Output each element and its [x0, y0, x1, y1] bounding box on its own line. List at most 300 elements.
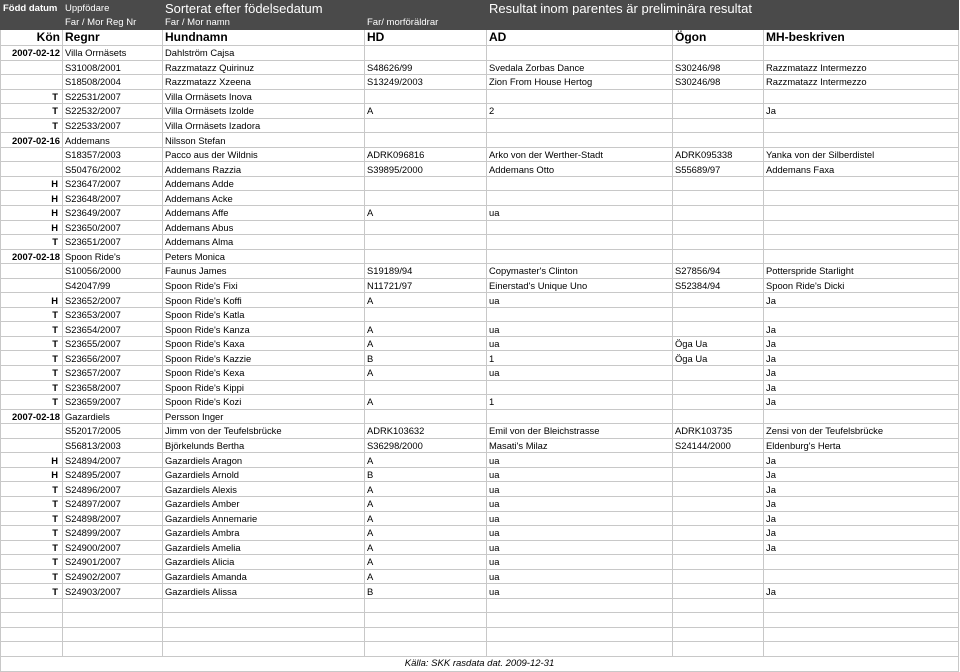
cell-mh: Ja — [764, 351, 959, 366]
cell-eyes — [673, 380, 764, 395]
cell-mh — [764, 598, 959, 613]
cell-ad: Copymaster's Clinton — [487, 264, 673, 279]
header-mh: MH-beskriven — [764, 30, 959, 46]
cell-regnr: S22531/2007 — [63, 89, 163, 104]
cell-sex-or-date: T — [1, 511, 63, 526]
cell-regnr: S18357/2003 — [63, 147, 163, 162]
cell-ad: ua — [487, 293, 673, 308]
cell-mh: Ja — [764, 380, 959, 395]
cell-hd: A — [365, 555, 487, 570]
cell-hd: B — [365, 351, 487, 366]
header-row-2 — [1, 16, 959, 30]
cell-ad — [487, 613, 673, 628]
cell-eyes — [673, 598, 764, 613]
cell-dog-name: Gazardiels Alicia — [163, 555, 365, 570]
cell-ad — [487, 249, 673, 264]
cell-hd: A — [365, 366, 487, 381]
cell-dog-name: Gazardiels Aragon — [163, 453, 365, 468]
cell-sex-or-date — [1, 278, 63, 293]
cell-dog-name: Peters Monica — [163, 249, 365, 264]
parent-row — [1, 264, 959, 279]
puppy-row — [1, 118, 959, 133]
cell-sex-or-date — [1, 627, 63, 642]
puppy-row — [1, 191, 959, 206]
cell-regnr: S31008/2001 — [63, 60, 163, 75]
litter-row — [1, 409, 959, 424]
cell-dog-name: Spoon Ride's Kippi — [163, 380, 365, 395]
cell-mh: Ja — [764, 322, 959, 337]
cell-eyes: S27856/94 — [673, 264, 764, 279]
cell-mh — [764, 569, 959, 584]
cell-eyes — [673, 395, 764, 410]
cell-mh: Ja — [764, 526, 959, 541]
puppy-row — [1, 220, 959, 235]
cell-sex-or-date: T — [1, 395, 63, 410]
cell-eyes: Öga Ua — [673, 336, 764, 351]
cell-ad: ua — [487, 366, 673, 381]
header-ad: AD — [487, 30, 673, 46]
cell-dog-name: Faunus James — [163, 264, 365, 279]
cell-dog-name: Villa Orrnäsets Inova — [163, 89, 365, 104]
puppy-row — [1, 235, 959, 250]
cell-sex-or-date — [1, 264, 63, 279]
cell-hd — [365, 627, 487, 642]
cell-ad — [487, 627, 673, 642]
cell-eyes — [673, 206, 764, 221]
cell-dog-name: Razzmatazz Quirinuz — [163, 60, 365, 75]
cell-regnr: S56813/2003 — [63, 438, 163, 453]
puppy-row — [1, 526, 959, 541]
header-sorted: Sorterat efter födelsedatum — [163, 1, 487, 16]
cell-dog-name: Dahlström Cajsa — [163, 46, 365, 61]
cell-regnr: S23647/2007 — [63, 176, 163, 191]
cell-mh: Ja — [764, 104, 959, 119]
cell-eyes — [673, 453, 764, 468]
header-sex: Kön — [1, 30, 63, 46]
puppy-row — [1, 206, 959, 221]
cell-sex-or-date — [1, 75, 63, 90]
cell-mh: Ja — [764, 395, 959, 410]
cell-dog-name: Björkelunds Bertha — [163, 438, 365, 453]
cell-ad — [487, 191, 673, 206]
cell-eyes — [673, 118, 764, 133]
cell-hd: A — [365, 336, 487, 351]
puppy-row — [1, 176, 959, 191]
cell-ad — [487, 642, 673, 657]
cell-ad: ua — [487, 540, 673, 555]
cell-ad: ua — [487, 336, 673, 351]
puppy-row — [1, 351, 959, 366]
parent-row — [1, 438, 959, 453]
cell-ad: 1 — [487, 351, 673, 366]
cell-ad: Einerstad's Unique Uno — [487, 278, 673, 293]
source-note: Källa: SKK rasdata dat. 2009-12-31 — [1, 656, 959, 671]
cell-ad: Masati's Milaz — [487, 438, 673, 453]
cell-hd: A — [365, 540, 487, 555]
cell-mh — [764, 89, 959, 104]
cell-eyes — [673, 220, 764, 235]
cell-eyes: S24144/2000 — [673, 438, 764, 453]
cell-sex-or-date: T — [1, 555, 63, 570]
cell-hd: A — [365, 395, 487, 410]
cell-dog-name: Villa Orrnäsets Izolde — [163, 104, 365, 119]
cell-sex-or-date: H — [1, 293, 63, 308]
cell-sex-or-date: T — [1, 307, 63, 322]
cell-sex-or-date: T — [1, 584, 63, 599]
cell-mh — [764, 46, 959, 61]
puppy-row — [1, 540, 959, 555]
cell-ad: ua — [487, 569, 673, 584]
cell-sex-or-date: T — [1, 322, 63, 337]
cell-eyes — [673, 322, 764, 337]
cell-ad: ua — [487, 496, 673, 511]
cell-dog-name: Razzmatazz Xzeena — [163, 75, 365, 90]
cell-eyes — [673, 555, 764, 570]
cell-hd: A — [365, 569, 487, 584]
cell-mh: Razzmatazz Intermezzo — [764, 75, 959, 90]
footer-row — [1, 656, 959, 671]
cell-mh — [764, 176, 959, 191]
cell-dog-name: Gazardiels Amelia — [163, 540, 365, 555]
cell-dog-name: Gazardiels Alissa — [163, 584, 365, 599]
cell-eyes — [673, 293, 764, 308]
cell-dog-name — [163, 627, 365, 642]
cell-mh — [764, 118, 959, 133]
cell-hd: A — [365, 526, 487, 541]
cell-regnr: S24902/2007 — [63, 569, 163, 584]
cell-dog-name: Spoon Ride's Kexa — [163, 366, 365, 381]
cell-eyes — [673, 642, 764, 657]
cell-eyes — [673, 104, 764, 119]
cell-regnr — [63, 627, 163, 642]
cell-mh: Ja — [764, 366, 959, 381]
cell-hd: A — [365, 496, 487, 511]
cell-ad: ua — [487, 511, 673, 526]
cell-mh: Ja — [764, 482, 959, 497]
cell-eyes — [673, 249, 764, 264]
header-breeder: Uppfödare — [63, 1, 163, 16]
cell-ad — [487, 176, 673, 191]
cell-ad — [487, 118, 673, 133]
cell-dog-name: Spoon Ride's Kazzie — [163, 351, 365, 366]
cell-dog-name — [163, 613, 365, 628]
cell-sex-or-date: T — [1, 526, 63, 541]
cell-eyes: S30246/98 — [673, 60, 764, 75]
cell-dog-name: Spoon Ride's Kaxa — [163, 336, 365, 351]
cell-regnr: S24894/2007 — [63, 453, 163, 468]
cell-ad — [487, 46, 673, 61]
header-born-date: Född datum — [1, 1, 63, 16]
puppy-row — [1, 322, 959, 337]
cell-sex-or-date: T — [1, 380, 63, 395]
cell-eyes — [673, 235, 764, 250]
cell-regnr: S18508/2004 — [63, 75, 163, 90]
cell-dog-name: Gazardiels Amanda — [163, 569, 365, 584]
cell-regnr: S23650/2007 — [63, 220, 163, 235]
cell-mh: Ja — [764, 467, 959, 482]
cell-sex-or-date: H — [1, 453, 63, 468]
litter-row — [1, 249, 959, 264]
cell-eyes — [673, 46, 764, 61]
cell-mh: Ja — [764, 293, 959, 308]
cell-hd — [365, 118, 487, 133]
header-hd: HD — [365, 30, 487, 46]
cell-ad — [487, 380, 673, 395]
cell-dog-name: Gazardiels Ambra — [163, 526, 365, 541]
cell-regnr: S24901/2007 — [63, 555, 163, 570]
table-body — [1, 46, 959, 657]
puppy-row — [1, 293, 959, 308]
cell-sex-or-date: 2007-02-18 — [1, 249, 63, 264]
cell-dog-name: Spoon Ride's Fixi — [163, 278, 365, 293]
cell-ad: Arko von der Werther-Stadt — [487, 147, 673, 162]
cell-hd — [365, 613, 487, 628]
cell-dog-name: Spoon Ride's Kanza — [163, 322, 365, 337]
cell-eyes: ADRK095338 — [673, 147, 764, 162]
cell-dog-name: Nilsson Stefan — [163, 133, 365, 148]
cell-ad: ua — [487, 467, 673, 482]
cell-dog-name: Spoon Ride's Kozi — [163, 395, 365, 410]
cell-hd: A — [365, 482, 487, 497]
cell-hd: B — [365, 467, 487, 482]
cell-regnr — [63, 613, 163, 628]
cell-dog-name: Persson Inger — [163, 409, 365, 424]
cell-ad — [487, 89, 673, 104]
cell-regnr: S24899/2007 — [63, 526, 163, 541]
cell-eyes — [673, 496, 764, 511]
cell-hd: ADRK096816 — [365, 147, 487, 162]
cell-regnr: S23651/2007 — [63, 235, 163, 250]
cell-ad — [487, 307, 673, 322]
cell-regnr: S23652/2007 — [63, 293, 163, 308]
cell-eyes — [673, 569, 764, 584]
cell-dog-name: Addemans Adde — [163, 176, 365, 191]
cell-eyes — [673, 409, 764, 424]
cell-sex-or-date: H — [1, 467, 63, 482]
cell-ad: 2 — [487, 104, 673, 119]
cell-dog-name: Addemans Alma — [163, 235, 365, 250]
cell-mh: Potterspride Starlight — [764, 264, 959, 279]
parent-row — [1, 278, 959, 293]
cell-mh — [764, 133, 959, 148]
cell-ad: Addemans Otto — [487, 162, 673, 177]
litter-row — [1, 133, 959, 148]
parent-row — [1, 60, 959, 75]
cell-regnr: S24900/2007 — [63, 540, 163, 555]
cell-hd — [365, 380, 487, 395]
cell-hd: A — [365, 104, 487, 119]
cell-hd: A — [365, 511, 487, 526]
cell-sex-or-date — [1, 642, 63, 657]
cell-ad: Emil von der Bleichstrasse — [487, 424, 673, 439]
cell-ad: 1 — [487, 395, 673, 410]
cell-ad: ua — [487, 206, 673, 221]
cell-regnr: S24896/2007 — [63, 482, 163, 497]
cell-regnr: S42047/99 — [63, 278, 163, 293]
cell-mh — [764, 249, 959, 264]
cell-mh: Ja — [764, 511, 959, 526]
cell-regnr: S10056/2000 — [63, 264, 163, 279]
cell-mh: Ja — [764, 540, 959, 555]
cell-sex-or-date: H — [1, 220, 63, 235]
puppy-row — [1, 569, 959, 584]
cell-mh — [764, 642, 959, 657]
cell-eyes — [673, 526, 764, 541]
cell-ad: ua — [487, 526, 673, 541]
header-grandparents: Far/ morföräldrar — [365, 16, 959, 30]
cell-sex-or-date: H — [1, 206, 63, 221]
cell-hd: S36298/2000 — [365, 438, 487, 453]
cell-eyes — [673, 467, 764, 482]
cell-mh: Addemans Faxa — [764, 162, 959, 177]
puppy-row — [1, 380, 959, 395]
cell-eyes: S52384/94 — [673, 278, 764, 293]
cell-regnr: S22533/2007 — [63, 118, 163, 133]
cell-hd: A — [365, 206, 487, 221]
litter-row — [1, 46, 959, 61]
cell-regnr: S50476/2002 — [63, 162, 163, 177]
cell-regnr — [63, 598, 163, 613]
cell-mh: Ja — [764, 584, 959, 599]
cell-mh: Ja — [764, 336, 959, 351]
cell-regnr: S52017/2005 — [63, 424, 163, 439]
cell-eyes — [673, 89, 764, 104]
cell-regnr: S23649/2007 — [63, 206, 163, 221]
header-results-note: Resultat inom parentes är preliminära resultat — [487, 1, 959, 16]
cell-eyes — [673, 511, 764, 526]
cell-mh: Eldenburg's Herta — [764, 438, 959, 453]
cell-mh — [764, 206, 959, 221]
cell-ad: ua — [487, 584, 673, 599]
cell-dog-name: Gazardiels Arnold — [163, 467, 365, 482]
header-parent-reg: Far / Mor Reg Nr — [63, 16, 163, 30]
cell-sex-or-date: H — [1, 191, 63, 206]
cell-mh — [764, 613, 959, 628]
puppy-row — [1, 555, 959, 570]
cell-mh — [764, 235, 959, 250]
cell-regnr: S23657/2007 — [63, 366, 163, 381]
cell-dog-name: Addemans Affe — [163, 206, 365, 221]
cell-dog-name — [163, 642, 365, 657]
puppy-row — [1, 482, 959, 497]
empty-row — [1, 598, 959, 613]
cell-mh — [764, 191, 959, 206]
cell-hd — [365, 598, 487, 613]
puppy-row — [1, 511, 959, 526]
parent-row — [1, 75, 959, 90]
cell-regnr: Villa Orrnäsets — [63, 46, 163, 61]
cell-dog-name: Villa Orrnäsets Izadora — [163, 118, 365, 133]
cell-sex-or-date — [1, 162, 63, 177]
cell-regnr: S22532/2007 — [63, 104, 163, 119]
cell-mh — [764, 220, 959, 235]
cell-ad — [487, 409, 673, 424]
cell-sex-or-date: T — [1, 482, 63, 497]
cell-hd — [365, 89, 487, 104]
cell-sex-or-date — [1, 598, 63, 613]
puppy-row — [1, 467, 959, 482]
cell-regnr: S23648/2007 — [63, 191, 163, 206]
cell-sex-or-date: 2007-02-18 — [1, 409, 63, 424]
puppy-row — [1, 89, 959, 104]
cell-ad: Svedala Zorbas Dance — [487, 60, 673, 75]
cell-hd — [365, 133, 487, 148]
puppy-row — [1, 366, 959, 381]
cell-eyes — [673, 584, 764, 599]
puppy-row — [1, 104, 959, 119]
header-parent-name: Far / Mor namn — [163, 16, 365, 30]
cell-mh — [764, 409, 959, 424]
cell-hd: S13249/2003 — [365, 75, 487, 90]
cell-ad: ua — [487, 322, 673, 337]
header-eyes: Ögon — [673, 30, 764, 46]
cell-dog-name: Spoon Ride's Katla — [163, 307, 365, 322]
cell-regnr: Gazardiels — [63, 409, 163, 424]
cell-hd: A — [365, 453, 487, 468]
cell-mh: Yanka von der Silberdistel — [764, 147, 959, 162]
cell-eyes: S55689/97 — [673, 162, 764, 177]
cell-regnr: S24903/2007 — [63, 584, 163, 599]
cell-regnr: S23656/2007 — [63, 351, 163, 366]
cell-eyes — [673, 482, 764, 497]
cell-sex-or-date — [1, 147, 63, 162]
cell-sex-or-date: T — [1, 569, 63, 584]
cell-mh — [764, 555, 959, 570]
cell-ad: ua — [487, 555, 673, 570]
empty-row — [1, 627, 959, 642]
cell-hd: N11721/97 — [365, 278, 487, 293]
cell-regnr: S24898/2007 — [63, 511, 163, 526]
cell-hd: S39895/2000 — [365, 162, 487, 177]
cell-sex-or-date — [1, 60, 63, 75]
cell-sex-or-date: T — [1, 104, 63, 119]
cell-regnr: S23654/2007 — [63, 322, 163, 337]
cell-regnr: S24895/2007 — [63, 467, 163, 482]
cell-mh: Spoon Ride's Dicki — [764, 278, 959, 293]
cell-regnr: S23653/2007 — [63, 307, 163, 322]
puppy-row — [1, 584, 959, 599]
cell-hd — [365, 220, 487, 235]
cell-eyes: Öga Ua — [673, 351, 764, 366]
cell-ad — [487, 220, 673, 235]
cell-hd: A — [365, 293, 487, 308]
cell-sex-or-date: T — [1, 235, 63, 250]
puppy-row — [1, 336, 959, 351]
cell-sex-or-date — [1, 438, 63, 453]
cell-sex-or-date: H — [1, 176, 63, 191]
cell-regnr: Spoon Ride's — [63, 249, 163, 264]
cell-dog-name: Gazardiels Annemarie — [163, 511, 365, 526]
cell-eyes: ADRK103735 — [673, 424, 764, 439]
cell-hd — [365, 409, 487, 424]
cell-hd — [365, 307, 487, 322]
cell-eyes: S30246/98 — [673, 75, 764, 90]
cell-eyes — [673, 613, 764, 628]
parent-row — [1, 147, 959, 162]
cell-eyes — [673, 366, 764, 381]
cell-dog-name: Pacco aus der Wildnis — [163, 147, 365, 162]
cell-sex-or-date: T — [1, 89, 63, 104]
cell-eyes — [673, 176, 764, 191]
header-row-1 — [1, 1, 959, 16]
puppy-row — [1, 395, 959, 410]
cell-sex-or-date: T — [1, 496, 63, 511]
cell-regnr: Addemans — [63, 133, 163, 148]
parent-row — [1, 162, 959, 177]
cell-regnr: S23655/2007 — [63, 336, 163, 351]
cell-eyes — [673, 191, 764, 206]
cell-dog-name: Jimm von der Teufelsbrücke — [163, 424, 365, 439]
